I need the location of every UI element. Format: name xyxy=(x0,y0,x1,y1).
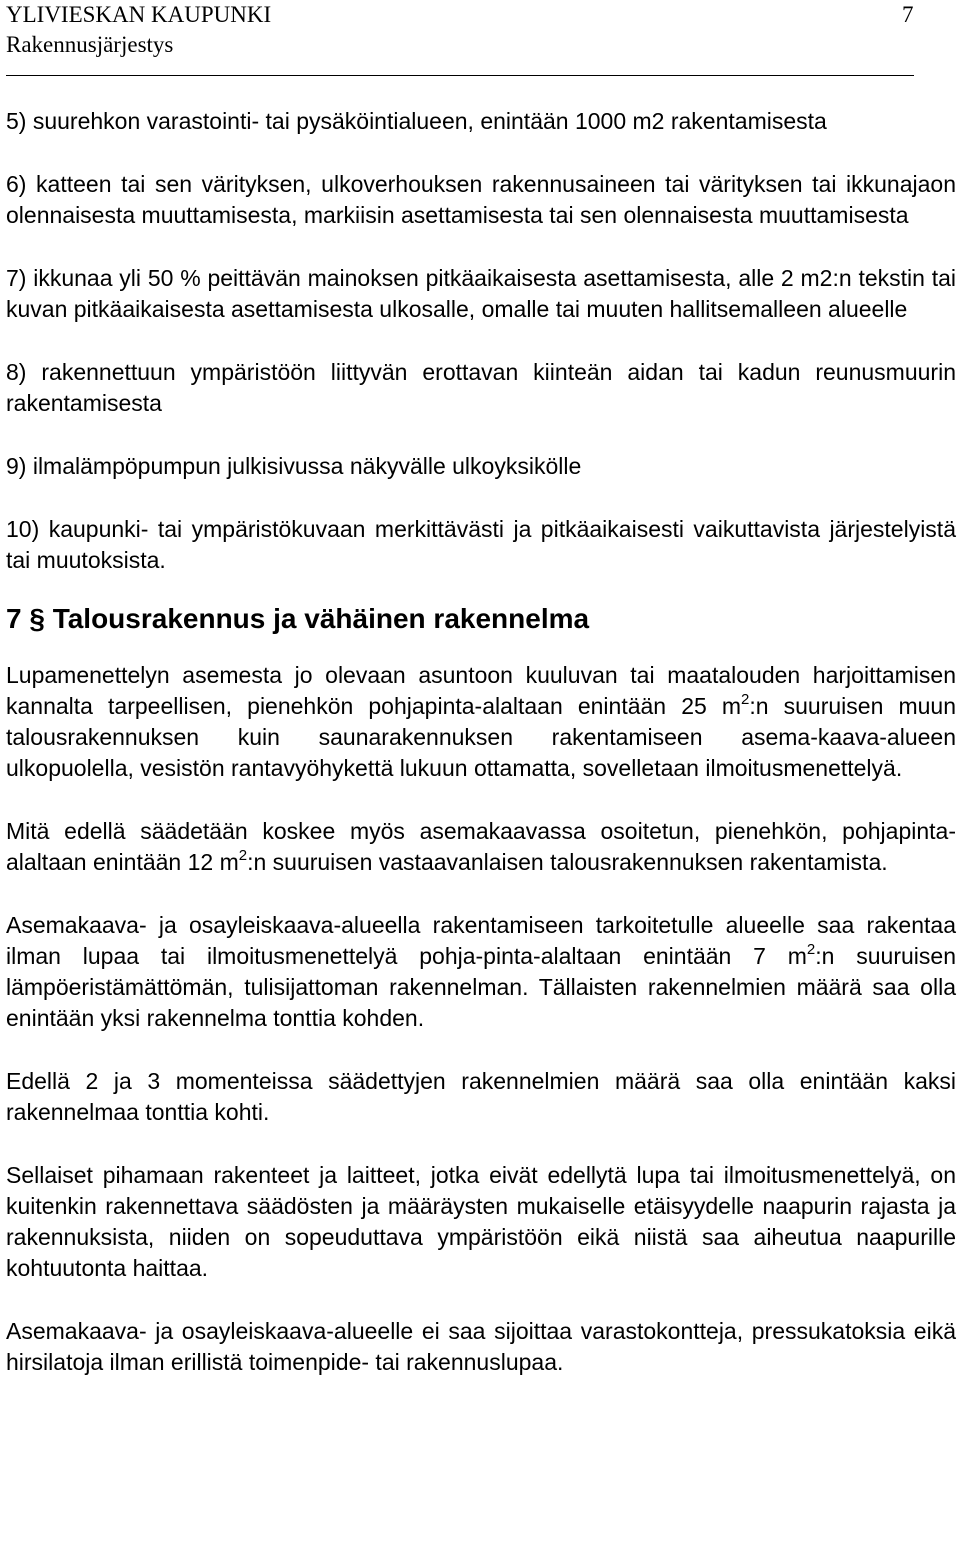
list-item: 6) katteen tai sen värityksen, ulkoverhouksen rakennusaineen tai värityksen tai ikkunajaon olennaisesta muuttamisesta, markiisin asettamisesta tai sen olennaisesta muuttamisesta xyxy=(6,171,956,228)
section-heading: 7 § Talousrakennus ja vähäinen rakennelma xyxy=(6,603,590,634)
page-header xyxy=(6,0,916,60)
paragraph-5: Sellaiset pihamaan rakenteet ja laitteet, jotka eivät edellytä lupa tai ilmoitusmenettelyä, on kuitenkin rakennettava säädösten ja määräysten mukaiselle etäisyydelle naapurin rajasta ja rakennuksista, niiden on sopeuduttava ympäristöön eikä niistä saa aiheutua naapurille kohtuutonta haittaa. xyxy=(6,1162,956,1281)
list-item: 10) kaupunki- tai ympäristökuvaan merkittävästi ja pitkäaikaisesti vaikuttavista järjestelyistä tai muutoksista. xyxy=(6,516,956,573)
document-title: Rakennusjärjestys xyxy=(6,32,174,57)
list-item: 7) ikkunaa yli 50 % peittävän mainoksen pitkäaikaisesta asettamisesta, alle 2 m2:n tekstin tai kuvan pitkäaikaisesta asettamisesta ulkosalle, omalle tai muuten hallitsemalleen alueelle xyxy=(6,265,956,322)
list-item: 9) ilmalämpöpumpun julkisivussa näkyvälle ulkoyksikölle xyxy=(6,453,582,479)
page-number: 7 xyxy=(902,2,914,27)
document-body xyxy=(6,106,956,1410)
paragraph-2: Mitä edellä säädetään koskee myös asemakaavassa osoitetun, pienehkön, pohjapinta-alaltaan enintään 12 $m^2:n$ suuruisen vastaavanlaisen talousrakennuksen rakentamista. xyxy=(6,818,956,875)
header-divider xyxy=(6,75,914,76)
paragraph-1: Lupamenettelyn asemesta jo olevaan asuntoon kuuluvan tai maatalouden harjoittamisen kannalta tarpeellisen, pienehkön pohjapinta-alaltaan enintään 25 $m^2:n$ suuruisen muun talousrakennuksen kuin saunarakennuksen rakentamiseen asema-kaava-alueen ulkopuolella, vesistön rantavyöhykettä lukuun ottamatta, sovelletaan ilmoitusmenettelyä. xyxy=(6,662,956,781)
paragraph-6: Asemakaava- ja osayleiskaava-alueelle ei saa sijoittaa varastokontteja, pressukatoksia eikä hirsilatoja ilman erillistä toimenpide- tai rakennuslupaa. xyxy=(6,1318,956,1375)
paragraph-3: Asemakaava- ja osayleiskaava-alueella rakentamiseen tarkoitetulle alueelle saa rakentaa ilman lupaa tai ilmoitusmenettelyä pohja-pinta-alaltaan enintään 7 $m^2:n$ suuruisen lämpöeristämättömän, tulisijattoman rakennelman. Tällaisten rakennelmien määrä saa olla enintään yksi rakennelma tonttia kohden. xyxy=(6,912,956,1031)
list-item: 5) suurehkon varastointi- tai pysäköintialueen, enintään 1000 m2 rakentamisesta xyxy=(6,108,827,134)
paragraph-4: Edellä 2 ja 3 momenteissa säädettyjen rakennelmien määrä saa olla enintään kaksi rakennelmaa tonttia kohti. xyxy=(6,1068,956,1125)
permit-list xyxy=(6,106,956,576)
organization-name: YLIVIESKAN KAUPUNKI xyxy=(6,2,272,27)
list-item: 8) rakennettuun ympäristöön liittyvän erottavan kiinteän aidan tai kadun reunusmuurin rakentamisesta xyxy=(6,359,956,416)
